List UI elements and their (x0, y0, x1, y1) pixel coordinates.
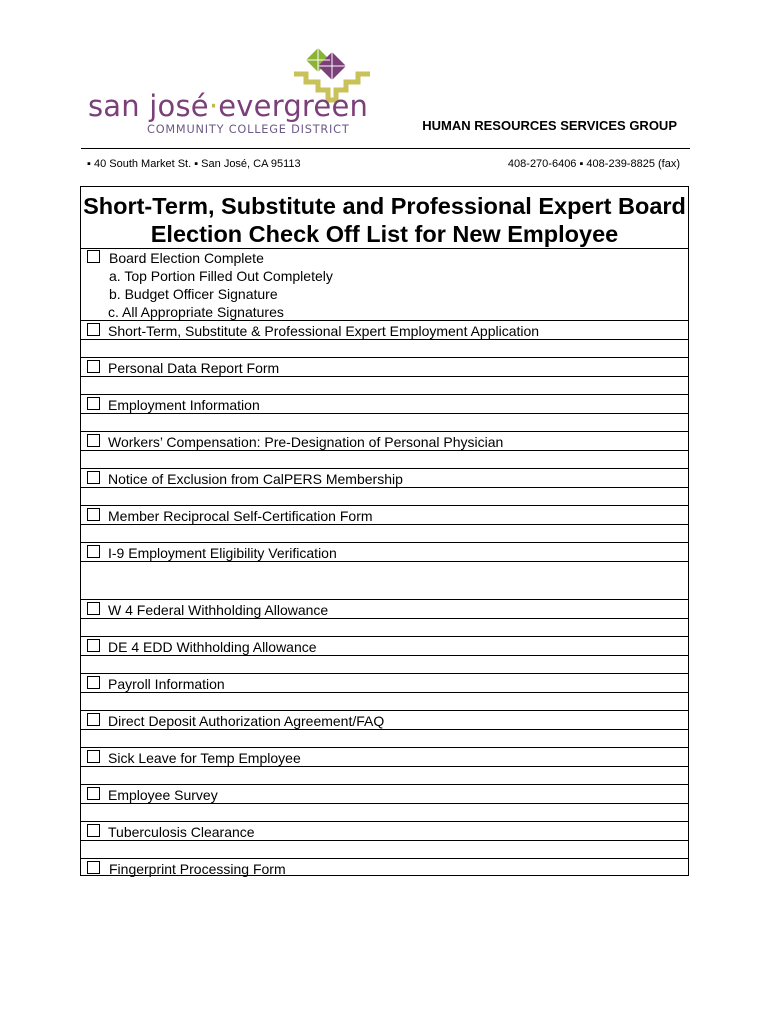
checklist-item-employment-application (81, 322, 688, 340)
checkbox[interactable] (87, 508, 100, 521)
checklist-item-tb-clearance (81, 823, 688, 841)
spacer-row (81, 804, 688, 822)
checklist-item-reciprocal (81, 507, 688, 525)
item-label: Notice of Exclusion from CalPERS Membership (108, 471, 403, 487)
spacer-row (81, 730, 688, 748)
sub-item-b (81, 285, 688, 303)
checkbox[interactable] (87, 434, 100, 447)
item-label: DE 4 EDD Withholding Allowance (108, 639, 317, 655)
item-label: I-9 Employment Eligibility Verification (108, 545, 337, 561)
checklist-item-fingerprint (81, 860, 688, 878)
checklist-item-board-election (81, 249, 688, 267)
item-label: Payroll Information (108, 676, 225, 692)
checklist-item-personal-data (81, 359, 688, 377)
checklist-item-employment-information (81, 396, 688, 414)
item-label: Personal Data Report Form (108, 360, 280, 376)
item-label: Board Election Complete (109, 250, 264, 266)
checkbox[interactable] (87, 676, 100, 689)
item-label: Sick Leave for Temp Employee (108, 750, 301, 766)
checklist-item-sick-leave (81, 749, 688, 767)
item-label: Workers’ Compensation: Pre-Designation of Personal Physician (108, 434, 504, 450)
checklist-title (81, 192, 688, 248)
checkbox[interactable] (87, 750, 100, 763)
checkbox[interactable] (87, 602, 100, 615)
checkbox[interactable] (87, 323, 100, 336)
spacer-row (81, 656, 688, 674)
item-label: Direct Deposit Authorization Agreement/FAQ (108, 713, 385, 729)
item-label: W 4 Federal Withholding Allowance (108, 602, 329, 618)
checkbox[interactable] (87, 471, 100, 484)
spacer-row (81, 619, 688, 637)
spacer-row (81, 525, 688, 543)
title-line-1: Short-Term, Substitute and Professional Expert Board (83, 193, 686, 219)
checkbox[interactable] (87, 787, 100, 800)
checkbox[interactable] (87, 360, 100, 373)
item-label: Fingerprint Processing Form (109, 861, 286, 877)
checklist-item-direct-deposit (81, 712, 688, 730)
checkbox[interactable] (87, 545, 100, 558)
item-label: Short-Term, Substitute & Professional Expert Employment Application (108, 323, 540, 339)
checklist-item-calpers (81, 470, 688, 488)
spacer-row (81, 767, 688, 785)
logo-wordmark: san josé·evergreen (88, 89, 369, 123)
checkbox[interactable] (87, 250, 100, 263)
spacer-row (81, 693, 688, 711)
spacer-row (81, 414, 688, 432)
address: ▪ 40 South Market St. ▪ San José, CA 95113 (87, 158, 301, 170)
district-logo (88, 44, 368, 144)
spacer-row (81, 377, 688, 395)
checkbox[interactable] (87, 639, 100, 652)
checklist-item-workers-comp (81, 433, 688, 451)
group-title: HUMAN RESOURCES SERVICES GROUP (422, 118, 677, 133)
checkbox[interactable] (87, 861, 100, 874)
checklist-item-w4 (81, 601, 688, 619)
spacer-row (81, 562, 688, 600)
item-label: Tuberculosis Clearance (108, 824, 255, 840)
checkbox[interactable] (87, 824, 100, 837)
spacer-row (81, 488, 688, 506)
sub-item-label: c. All Appropriate Signatures (108, 304, 284, 320)
checklist-item-payroll (81, 675, 688, 693)
spacer-row (81, 841, 688, 859)
checklist-item-de4 (81, 638, 688, 656)
title-line-2: Election Check Off List for New Employee (150, 221, 619, 247)
sub-item-label: a. Top Portion Filled Out Completely (109, 268, 333, 284)
spacer-row (81, 340, 688, 358)
checkbox[interactable] (87, 397, 100, 410)
phone-fax: 408-270-6406 ▪ 408-239-8825 (fax) (507, 158, 680, 170)
checkbox[interactable] (87, 713, 100, 726)
sub-item-c (81, 303, 688, 321)
checklist-item-employee-survey (81, 786, 688, 804)
item-label: Member Reciprocal Self-Certification Form (108, 508, 373, 524)
sub-item-label: b. Budget Officer Signature (109, 286, 278, 302)
logo-subtitle: COMMUNITY COLLEGE DISTRICT (147, 123, 350, 136)
spacer-row (81, 451, 688, 469)
checklist-box (80, 186, 689, 876)
sub-item-a (81, 267, 688, 285)
checklist-item-i9 (81, 544, 688, 562)
item-label: Employment Information (108, 397, 260, 413)
item-label: Employee Survey (108, 787, 218, 803)
header-divider (81, 148, 690, 149)
